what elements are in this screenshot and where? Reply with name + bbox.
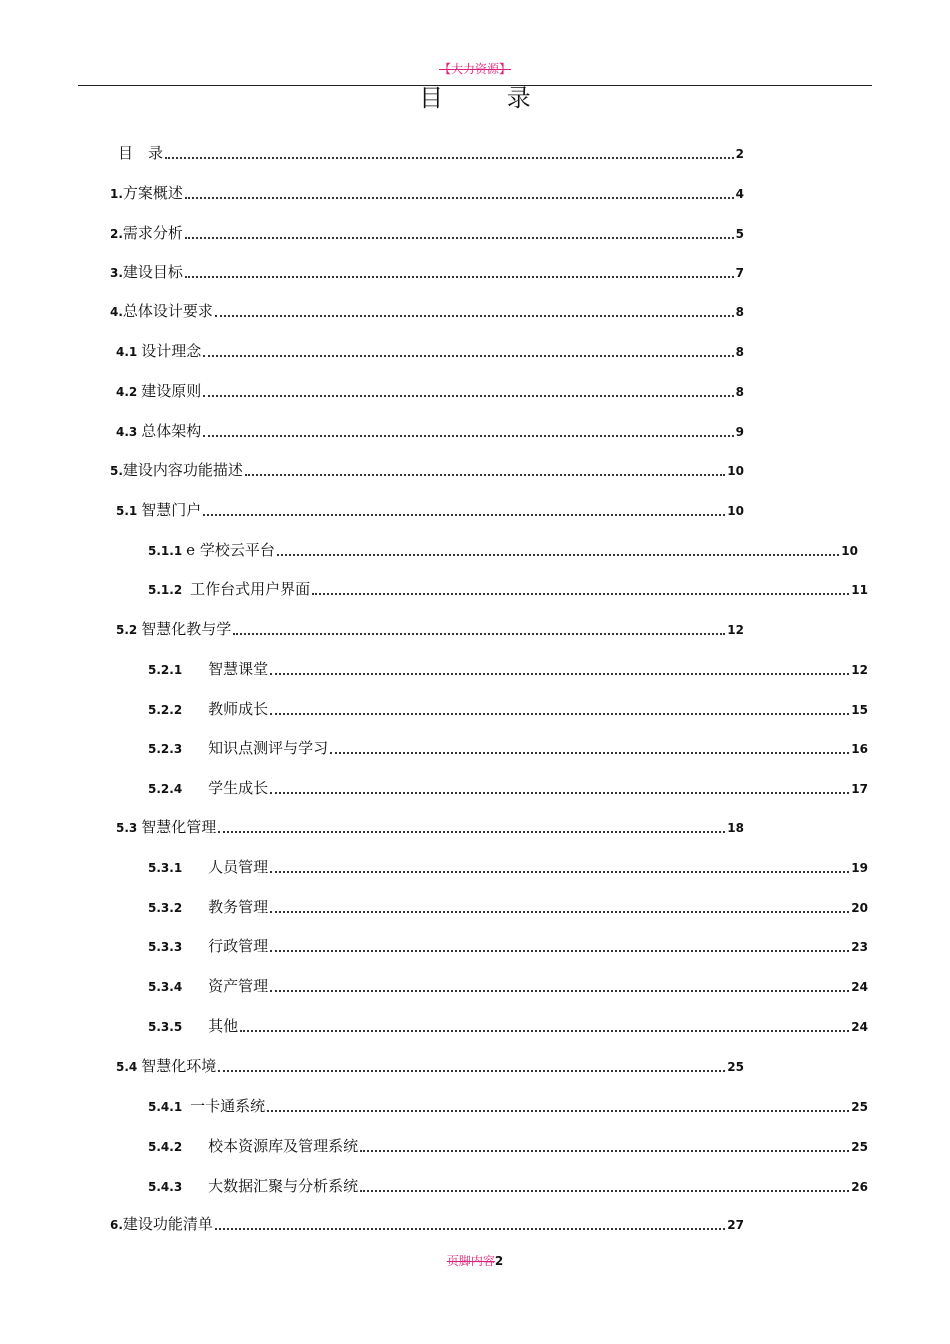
toc-entry[interactable]: [148, 896, 868, 918]
toc-entry-number: 1.: [110, 187, 123, 201]
toc-entry-title: 建设内容功能描述: [122, 461, 243, 479]
toc-entry[interactable]: [148, 539, 858, 561]
toc-entry[interactable]: [148, 1175, 868, 1197]
toc-entry-title: 方案概述: [122, 184, 183, 202]
toc-entry-title: 建设目标: [122, 263, 183, 281]
toc-entry-title: 智慧化环境: [141, 1057, 217, 1075]
toc-entry-number: 5.2.3: [148, 742, 183, 756]
toc-dot-leader: [185, 197, 734, 199]
toc-dot-leader: [277, 554, 839, 556]
toc-entry-page: 8: [735, 345, 744, 359]
toc-entry-title: 教师成长: [208, 700, 269, 718]
toc-entry-number: 4.1: [116, 345, 138, 359]
toc-entry-number: 5.3.4: [148, 980, 183, 994]
toc-entry-page: 24: [851, 980, 868, 994]
toc-entry[interactable]: [116, 1055, 744, 1077]
toc-dot-leader: [245, 474, 725, 476]
toc-entry-title: 建设原则: [141, 382, 202, 400]
toc-entry-number: 5.1.2: [148, 583, 183, 597]
toc-entry[interactable]: [110, 459, 744, 481]
toc-dot-leader: [203, 435, 733, 437]
toc-entry-number: 5.: [110, 464, 123, 478]
toc-entry-title: 设计理念: [141, 342, 202, 360]
toc-entry[interactable]: [148, 1095, 868, 1117]
toc-entry-page: 4: [735, 187, 744, 201]
toc-entry-page: 26: [851, 1180, 868, 1194]
toc-dot-leader: [270, 950, 849, 952]
toc-entry-page: 10: [727, 504, 744, 518]
toc-entry-number: 5.4.3: [148, 1180, 183, 1194]
toc-dot-leader: [203, 514, 725, 516]
toc-entry-title: 总体设计要求: [122, 302, 213, 320]
toc-entry-page: 25: [851, 1140, 868, 1154]
toc-entry-page: 7: [735, 266, 744, 280]
toc-dot-leader: [270, 911, 849, 913]
toc-entry-title: 知识点测评与学习: [208, 739, 329, 757]
toc-dot-leader: [203, 395, 733, 397]
toc-dot-leader: [312, 593, 849, 595]
toc-dot-leader: [185, 237, 734, 239]
toc-entry-page: 8: [735, 385, 744, 399]
toc-entry-page: 18: [727, 821, 744, 835]
toc-entry[interactable]: [148, 578, 868, 600]
toc-entry-page: 12: [727, 623, 744, 637]
toc-entry-number: 2.: [110, 227, 123, 241]
toc-entry[interactable]: [110, 300, 744, 322]
toc-entry-title: 行政管理: [208, 937, 269, 955]
toc-entry-number: 5.3.2: [148, 901, 183, 915]
page-title: 目 录: [419, 84, 559, 112]
toc-entry-title: 教务管理: [208, 898, 269, 916]
toc-entry-page: 2: [735, 147, 744, 161]
toc-dot-leader: [330, 752, 849, 754]
footer-page-number: 2: [494, 1254, 504, 1268]
toc-entry-number: 5.4: [116, 1060, 138, 1074]
toc-entry-page: 12: [851, 663, 868, 677]
toc-entry-number: 5.1: [116, 504, 138, 518]
toc-dot-leader: [270, 713, 849, 715]
toc-dot-leader: [240, 1030, 849, 1032]
toc-entry-title: 大数据汇聚与分析系统: [208, 1177, 359, 1195]
toc-entry[interactable]: [148, 935, 868, 957]
toc-entry-number: 5.3.3: [148, 940, 183, 954]
toc-dot-leader: [233, 633, 725, 635]
toc-entry-page: 9: [735, 425, 744, 439]
toc-dot-leader: [267, 1110, 849, 1112]
toc-entry-page: 10: [841, 544, 858, 558]
toc-dot-leader: [270, 673, 849, 675]
toc-entry-page: 20: [851, 901, 868, 915]
toc-entry[interactable]: [148, 1135, 868, 1157]
page-footer: [0, 1252, 950, 1269]
toc-entry-number: 5.3.5: [148, 1020, 183, 1034]
toc-entry-number: 4.3: [116, 425, 138, 439]
toc-entry-number: 5.2.4: [148, 782, 183, 796]
toc-entry[interactable]: [116, 618, 744, 640]
toc-dot-leader: [360, 1190, 849, 1192]
toc-entry-page: 15: [851, 703, 868, 717]
toc-dot-leader: [218, 831, 725, 833]
toc-entry-page: 8: [735, 305, 744, 319]
toc-entry-title: 目 录: [118, 144, 164, 162]
toc-dot-leader: [360, 1150, 849, 1152]
toc-entry[interactable]: [148, 698, 868, 720]
toc-entry-number: 5.2.1: [148, 663, 183, 677]
toc-dot-leader: [215, 1228, 725, 1230]
toc-entry[interactable]: [148, 737, 868, 759]
footer-label: 页脚内容: [446, 1254, 495, 1268]
toc-dot-leader: [270, 990, 849, 992]
toc-entry-page: 19: [851, 861, 868, 875]
toc-entry-page: 27: [727, 1218, 744, 1232]
toc-entry[interactable]: [116, 420, 744, 442]
toc-entry[interactable]: [110, 182, 744, 204]
toc-entry-number: 5.2: [116, 623, 138, 637]
toc-entry[interactable]: [148, 975, 868, 997]
toc-entry-number: 5.2.2: [148, 703, 183, 717]
toc-entry-number: 6.: [110, 1218, 123, 1232]
toc-entry-title: 智慧化教与学: [141, 620, 232, 638]
toc-entry[interactable]: [148, 658, 868, 680]
toc-entry-number: 5.3: [116, 821, 138, 835]
toc-entry[interactable]: [116, 340, 744, 362]
toc-dot-leader: [215, 315, 734, 317]
toc-entry-title: 总体架构: [141, 422, 202, 440]
toc-dot-leader: [165, 157, 734, 159]
toc-entry-page: 16: [851, 742, 868, 756]
toc-entry-page: 10: [727, 464, 744, 478]
toc-entry-page: 24: [851, 1020, 868, 1034]
toc-entry[interactable]: [110, 222, 744, 244]
toc-entry-title: 需求分析: [122, 224, 183, 242]
toc-entry[interactable]: [110, 1213, 744, 1235]
toc-entry-title: 建设功能清单: [122, 1215, 213, 1233]
header-watermark: 【大力资源】: [438, 62, 511, 76]
toc-entry[interactable]: [148, 856, 868, 878]
toc-entry[interactable]: [116, 380, 744, 402]
toc-entry[interactable]: [148, 1015, 868, 1037]
toc-entry-title: 校本资源库及管理系统: [208, 1137, 359, 1155]
toc-entry-title: 人员管理: [208, 858, 269, 876]
toc-entry-title: 智慧课堂: [208, 660, 269, 678]
toc-entry-title: 智慧化管理: [141, 818, 217, 836]
toc-entry[interactable]: [116, 816, 744, 838]
toc-entry-title: 其他: [208, 1017, 239, 1035]
toc-entry-title: 工作台式用户界面: [190, 580, 311, 598]
toc-entry-number: 3.: [110, 266, 123, 280]
toc-entry-page: 17: [851, 782, 868, 796]
toc-entry-number: 5.1.1: [148, 544, 183, 558]
toc-entry-page: 25: [851, 1100, 868, 1114]
toc-entry-title: 智慧门户: [141, 501, 202, 519]
toc-entry-title: e 学校云平台: [186, 541, 275, 559]
toc-entry-number: 5.3.1: [148, 861, 183, 875]
toc-entry-number: 5.4.1: [148, 1100, 183, 1114]
toc-dot-leader: [203, 355, 733, 357]
toc-entry-page: 23: [851, 940, 868, 954]
toc-dot-leader: [270, 871, 849, 873]
toc-entry-title: 资产管理: [208, 977, 269, 995]
toc-entry-page: 5: [735, 227, 744, 241]
toc-entry-page: 11: [851, 583, 868, 597]
toc-entry-title: 学生成长: [208, 779, 269, 797]
toc-entry[interactable]: [118, 142, 744, 164]
toc-entry-number: 5.4.2: [148, 1140, 183, 1154]
toc-entry-title: 一卡通系统: [190, 1097, 266, 1115]
toc-entry-number: 4.: [110, 305, 123, 319]
toc-entry-number: 4.2: [116, 385, 138, 399]
toc-dot-leader: [270, 792, 849, 794]
toc-dot-leader: [185, 276, 734, 278]
toc-entry[interactable]: [116, 499, 744, 521]
toc-entry-page: 25: [727, 1060, 744, 1074]
toc-dot-leader: [218, 1070, 725, 1072]
toc-entry[interactable]: [148, 777, 868, 799]
toc-entry[interactable]: [110, 261, 744, 283]
